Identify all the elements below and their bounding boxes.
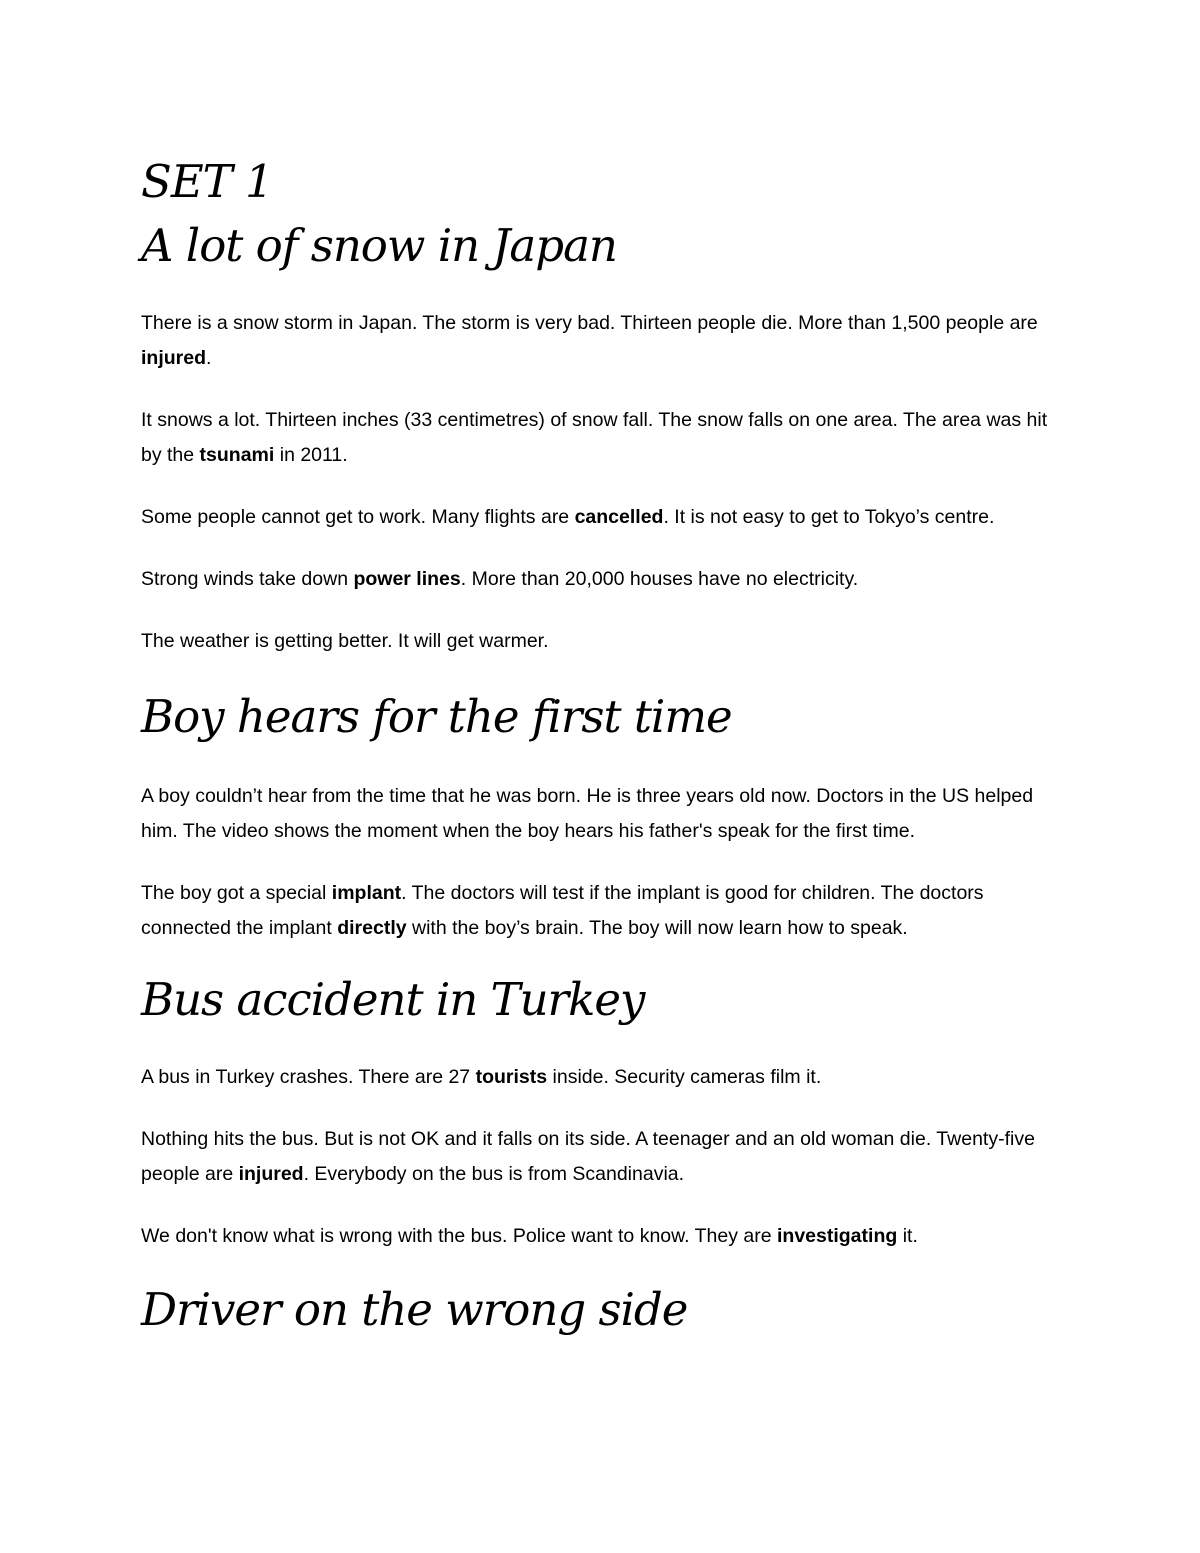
article	[141, 968, 1071, 1254]
article-paragraph: The weather is getting better. It will get warmer.	[141, 630, 549, 652]
vocabulary-word: investigating	[777, 1225, 898, 1247]
article-paragraph: It snows a lot. Thirteen inches (33 centimetres) of snow fall. The snow falls on one area. The area was hit by the tsunami in 2011.	[141, 409, 1048, 466]
article-title: Driver on the wrong side	[141, 1283, 688, 1336]
article-paragraph: The boy got a special implant. The doctors will test if the implant is good for children. The doctors connected the implant directly with the boy’s brain. The boy will now learn how to speak.	[141, 882, 984, 939]
set-title: SET 1	[141, 155, 273, 208]
vocabulary-word: power lines	[353, 568, 461, 590]
vocabulary-word: injured	[238, 1163, 304, 1185]
vocabulary-word: injured	[141, 347, 207, 369]
article-title: Bus accident in Turkey	[141, 973, 645, 1026]
article-list	[141, 214, 1071, 1342]
article	[141, 214, 1071, 659]
article-paragraph: We don't know what is wrong with the bus. Police want to know. They are investigating it.	[141, 1225, 918, 1247]
vocabulary-word: directly	[337, 917, 407, 939]
article-paragraph: Some people cannot get to work. Many flights are cancelled. It is not easy to get to Tokyo’s centre.	[141, 506, 995, 528]
article-title: A lot of snow in Japan	[141, 219, 617, 272]
article-paragraph: There is a snow storm in Japan. The storm is very bad. Thirteen people die. More than 1,500 people are injured.	[141, 312, 1038, 369]
document-page	[141, 150, 1071, 1342]
article-paragraph: Nothing hits the bus. But is not OK and it falls on its side. A teenager and an old woman die. Twenty-five people are injured. Everybody on the bus is from Scandinavia.	[141, 1128, 1035, 1185]
vocabulary-word: cancelled	[574, 506, 664, 528]
vocabulary-word: implant	[331, 882, 402, 904]
vocabulary-word: tourists	[475, 1066, 548, 1088]
article-title: Boy hears for the first time	[141, 690, 732, 743]
vocabulary-word: tsunami	[199, 444, 275, 466]
article	[141, 1278, 1071, 1342]
article-paragraph: A boy couldn’t hear from the time that he was born. He is three years old now. Doctors in the US helped him. The video shows the moment when the boy hears his father's speak for the first time.	[141, 785, 1034, 842]
article-paragraph: A bus in Turkey crashes. There are 27 tourists inside. Security cameras film it.	[141, 1066, 822, 1088]
article	[141, 685, 1071, 946]
article-paragraph: Strong winds take down power lines. More than 20,000 houses have no electricity.	[141, 568, 859, 590]
